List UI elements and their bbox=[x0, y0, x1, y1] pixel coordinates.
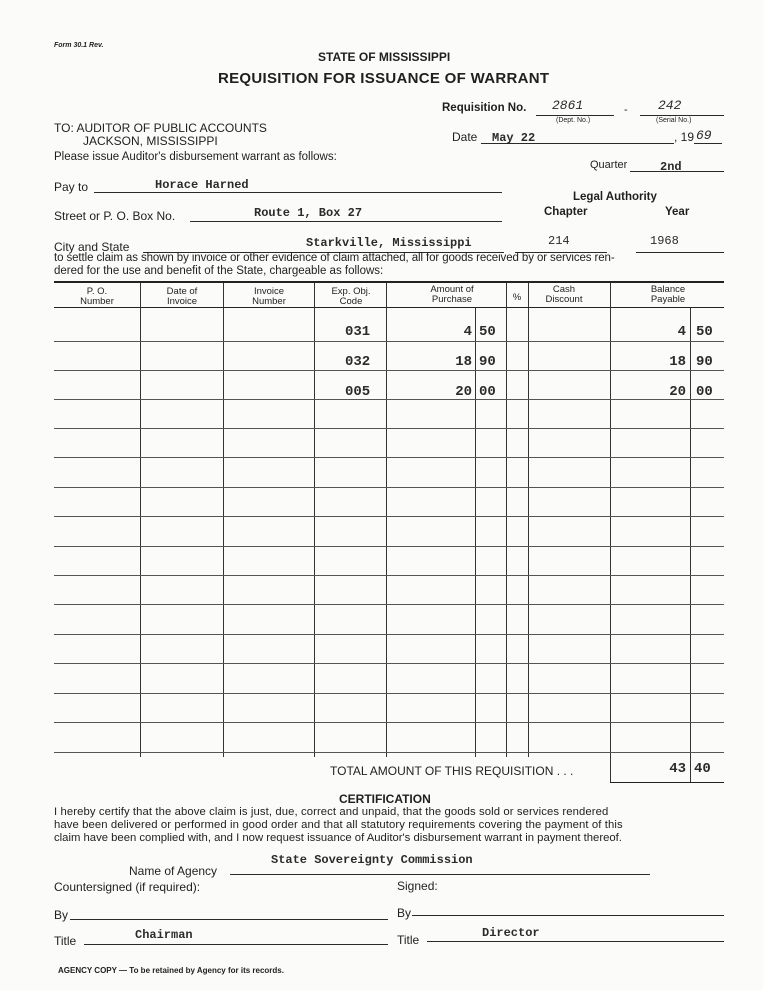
col-header-cash: Cash Discount bbox=[545, 284, 583, 305]
serial-no-caption: (Serial No.) bbox=[656, 117, 692, 124]
agency-line bbox=[230, 874, 650, 875]
col-header-exp: Exp. Obj. Code bbox=[331, 286, 371, 307]
settle-text-2: dered for the use and benefit of the State, chargeable as follows: bbox=[54, 265, 384, 277]
certification-text-3: claim have been complied with, and I now request issuance of Auditor's disbursement warrant in payment thereof. bbox=[54, 832, 622, 844]
title-state: STATE OF MISSISSIPPI bbox=[318, 50, 451, 64]
balance-cents[interactable]: 00 bbox=[696, 384, 713, 400]
dept-no-line bbox=[536, 115, 614, 116]
exp-code[interactable]: 005 bbox=[345, 384, 371, 400]
certification-text-1: I hereby certify that the above claim is just, due, correct and unpaid, that the goods sold or services rendered bbox=[54, 806, 609, 818]
amount-cents[interactable]: 00 bbox=[479, 384, 496, 400]
dept-no-caption: (Dept. No.) bbox=[556, 117, 591, 124]
title-line-right bbox=[427, 941, 724, 942]
chapter-value[interactable]: 214 bbox=[548, 234, 570, 248]
agency-value[interactable]: State Sovereignty Commission bbox=[271, 853, 473, 867]
city-label: City and State bbox=[54, 240, 130, 254]
street-value[interactable]: Route 1, Box 27 bbox=[254, 206, 363, 220]
settle-text-1: to settle claim as shown by invoice or other evidence of claim attached, all for goods received by or services ren- bbox=[54, 252, 615, 264]
form-id: Form 30.1 Rev. bbox=[54, 42, 104, 49]
to-line-2: JACKSON, MISSISSIPPI bbox=[83, 134, 218, 148]
requisition-dash: - bbox=[624, 104, 628, 116]
certification-text-2: have been delivered or performed in good order and that all statutory requirements covering the payment of this bbox=[54, 819, 623, 831]
legal-authority-label: Legal Authority bbox=[573, 191, 657, 203]
balance-dollars[interactable]: 18 bbox=[669, 354, 686, 370]
col-header-invoice: Invoice Number bbox=[252, 286, 286, 307]
total-cents[interactable]: 40 bbox=[694, 761, 711, 777]
signed-label: Signed: bbox=[397, 879, 438, 893]
amount-dollars[interactable]: 18 bbox=[455, 354, 472, 370]
date-value[interactable]: May 22 bbox=[492, 131, 536, 145]
certification-heading: CERTIFICATION bbox=[339, 792, 431, 806]
street-label: Street or P. O. Box No. bbox=[54, 209, 176, 223]
year-label: Year bbox=[665, 206, 690, 218]
date-year-line bbox=[694, 143, 722, 144]
balance-cents[interactable]: 90 bbox=[696, 354, 713, 370]
pay-to-value[interactable]: Horace Harned bbox=[155, 178, 249, 192]
serial-no-line bbox=[640, 115, 724, 116]
date-year-prefix: , 19 bbox=[674, 130, 695, 144]
balance-cents[interactable]: 50 bbox=[696, 324, 713, 340]
by-line-right[interactable] bbox=[412, 915, 724, 916]
balance-dollars[interactable]: 4 bbox=[677, 324, 686, 340]
date-year-value[interactable]: 69 bbox=[696, 128, 712, 143]
agency-label: Name of Agency bbox=[129, 864, 218, 878]
amount-cents[interactable]: 90 bbox=[479, 354, 496, 370]
instruction-text: Please issue Auditor's disbursement warrant as follows: bbox=[54, 151, 337, 163]
total-dollars[interactable]: 43 bbox=[669, 761, 686, 777]
date-label: Date bbox=[452, 130, 478, 144]
chapter-label: Chapter bbox=[544, 206, 588, 218]
col-header-po: P. O. Number bbox=[80, 286, 114, 307]
col-header-pct: % bbox=[512, 292, 522, 303]
title-line-left bbox=[84, 944, 388, 945]
title-main: REQUISITION FOR ISSUANCE OF WARRANT bbox=[218, 70, 550, 87]
quarter-value[interactable]: 2nd bbox=[660, 160, 682, 174]
col-header-amount: Amount of Purchase bbox=[430, 284, 474, 305]
dept-no-value[interactable]: 2861 bbox=[552, 98, 584, 113]
street-line bbox=[190, 221, 502, 222]
title-value-right[interactable]: Director bbox=[482, 926, 540, 940]
title-label-left: Title bbox=[54, 934, 77, 948]
amount-dollars[interactable]: 4 bbox=[463, 324, 472, 340]
by-line-left[interactable] bbox=[70, 919, 388, 920]
quarter-label: Quarter bbox=[590, 159, 628, 171]
col-header-balance: Balance Payable bbox=[650, 284, 686, 305]
requisition-label: Requisition No. bbox=[442, 102, 527, 114]
serial-no-value[interactable]: 242 bbox=[658, 98, 682, 113]
exp-code[interactable]: 032 bbox=[345, 354, 371, 370]
amount-dollars[interactable]: 20 bbox=[455, 384, 472, 400]
by-label-left: By bbox=[54, 908, 69, 922]
year-line bbox=[636, 252, 724, 253]
title-label-right: Title bbox=[397, 933, 420, 947]
city-value[interactable]: Starkville, Mississippi bbox=[306, 236, 472, 250]
year-value[interactable]: 1968 bbox=[650, 234, 679, 248]
pay-to-line bbox=[94, 192, 502, 193]
total-label: TOTAL AMOUNT OF THIS REQUISITION . . . bbox=[330, 764, 574, 778]
exp-code[interactable]: 031 bbox=[345, 324, 371, 340]
countersigned-label: Countersigned (if required): bbox=[54, 880, 201, 894]
title-value-left[interactable]: Chairman bbox=[135, 928, 193, 942]
balance-dollars[interactable]: 20 bbox=[669, 384, 686, 400]
amount-cents[interactable]: 50 bbox=[479, 324, 496, 340]
to-line-1: TO: AUDITOR OF PUBLIC ACCOUNTS bbox=[54, 121, 267, 135]
by-label-right: By bbox=[397, 906, 412, 920]
footer-note: AGENCY COPY — To be retained by Agency for its records. bbox=[58, 966, 284, 975]
pay-to-label: Pay to bbox=[54, 180, 89, 194]
col-header-date: Date of Invoice bbox=[166, 286, 198, 307]
